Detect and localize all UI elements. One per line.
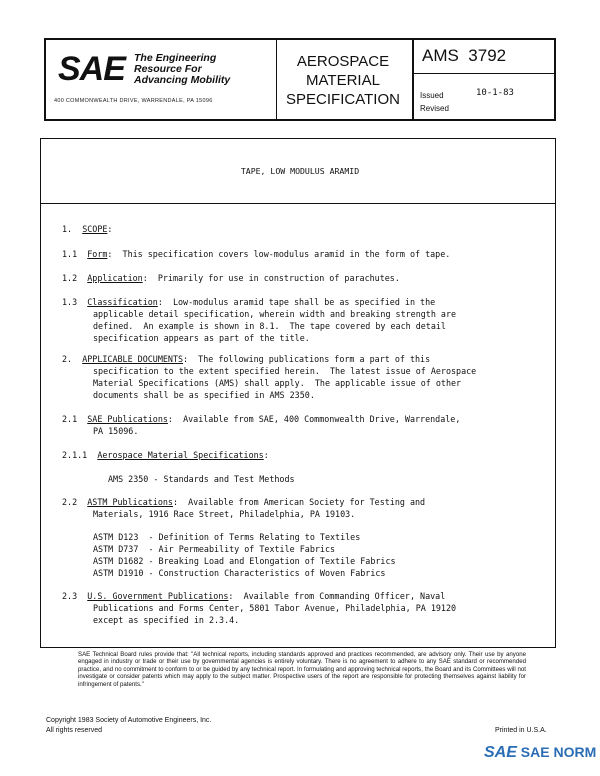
section-2-1: 2.1 SAE Publications: Available from SAE, 400 Commonwealth Drive, Warrendale, [62, 414, 461, 424]
issued-label: Issued [420, 91, 444, 100]
copyright-notice [46, 716, 211, 736]
section-number: 1.3 [62, 297, 78, 307]
section-number: 2.1 [62, 414, 78, 424]
section-1-2: 1.2 Application: Primarily for use in construction of parachutes. [62, 273, 400, 283]
section-number: 1.1 [62, 249, 78, 259]
section-2-1-1: 2.1.1 Aerospace Material Specifications: [62, 450, 269, 460]
spec-type-line-2: MATERIAL [306, 72, 380, 89]
section-title: ASTM Publications [87, 497, 173, 507]
section-text: Low-modulus aramid tape shall be as specified in the [172, 297, 436, 307]
reference-item: ASTM D1910 - Construction Characteristics of Woven Fabrics [93, 568, 386, 578]
section-text: defined. An example is shown in 8.1. The tape covered by each detail [93, 321, 446, 331]
section-title: Application [87, 273, 143, 283]
sae-tagline [134, 53, 230, 86]
reference-item: ASTM D1682 - Breaking Load and Elongation of Textile Fabrics [93, 556, 396, 566]
printed-in: Printed in U.S.A. [495, 727, 547, 734]
section-text: Publications and Forms Center, 5801 Tabor Avenue, Philadelphia, PA 19120 [93, 603, 457, 613]
section-text: Available from SAE, 400 Commonwealth Drive, Warrendale, [183, 414, 461, 424]
copyright-line: Copyright 1983 Society of Automotive Engineers, Inc. [46, 717, 212, 724]
section-number: 2.1.1 [62, 450, 88, 460]
section-text: documents shall be as specified in AMS 2350. [93, 390, 315, 400]
section-title: Aerospace Material Specifications [97, 450, 264, 460]
divider [414, 73, 556, 74]
divider [40, 203, 556, 204]
section-text: applicable detail specification, wherein width and breaking strength are [93, 309, 457, 319]
section-number: 2.3 [62, 591, 78, 601]
section-text: Available from American Society for Testing and [188, 497, 426, 507]
issued-date: 10-1-83 [476, 88, 514, 98]
section-text: The following publications form a part of this [198, 354, 431, 364]
spec-header [44, 38, 556, 121]
section-title: APPLICABLE DOCUMENTS [82, 354, 184, 364]
section-text: This specification covers low-modulus aramid in the form of tape. [122, 249, 451, 259]
watermark-logo: SAE [484, 744, 517, 761]
sae-logo: SAE [58, 50, 125, 88]
section-text: PA 15096. [93, 426, 139, 436]
section-2-2: 2.2 ASTM Publications: Available from American Society for Testing and [62, 497, 426, 507]
section-title: U.S. Government Publications [87, 591, 229, 601]
section-title: SAE Publications [87, 414, 168, 424]
section-text: except as specified in 2.3.4. [93, 615, 240, 625]
section-number: 2. [62, 354, 73, 364]
section-text: specification appears as part of the title. [93, 333, 310, 343]
section-title: SCOPE [82, 224, 108, 234]
reference-item: ASTM D123 - Definition of Terms Relating to Textiles [93, 532, 361, 542]
section-title: Classification [87, 297, 158, 307]
spec-type-line-3: SPECIFICATION [286, 91, 400, 108]
section-number: 1.2 [62, 273, 78, 283]
sae-address: 400 COMMONWEALTH DRIVE, WARRENDALE, PA 15096 [54, 98, 213, 104]
rights-line: All rights reserved [46, 727, 103, 734]
section-1-3: 1.3 Classification: Low-modulus aramid tape shall be as specified in the [62, 297, 436, 307]
tagline-line-2: Resource For [134, 63, 202, 75]
section-number: 2.2 [62, 497, 78, 507]
watermark-text: SAE NORM [516, 744, 597, 760]
sae-disclaimer: SAE Technical Board rules provide that: "All technical reports, including standards approved and practices recommended, are advisory only. Their use by anyone engaged in industry or trade or their use by governmental agencies is entirely voluntary. There is no agreement to adhere to any SAE standard or recommended practice, and no commitment to conform to or be guided by any technical report. In formulating and approving technical reports, the Board and its Committees will not investigate or consider patents which may apply to the subject matter. Prospective users of the report are responsible for protecting themselves against liability for infringement of patents." [78, 651, 526, 688]
ams-number: AMS 3792 [422, 46, 507, 65]
section-1-heading: 1. SCOPE: [62, 224, 113, 234]
ams-number-block [412, 40, 556, 119]
tagline-line-3: Advancing Mobility [134, 74, 231, 86]
section-2-3: 2.3 U.S. Government Publications: Available from Commanding Officer, Naval [62, 591, 446, 601]
section-1-1: 1.1 Form: This specification covers low-modulus aramid in the form of tape. [62, 249, 451, 259]
section-text: Materials, 1916 Race Street, Philadelphia, PA 19103. [93, 509, 356, 519]
section-text: Primarily for use in construction of parachutes. [157, 273, 400, 283]
section-text: Available from Commanding Officer, Naval [243, 591, 446, 601]
section-text: Material Specifications (AMS) shall apply. The applicable issue of other [93, 378, 462, 388]
reference-item: AMS 2350 - Standards and Test Methods [108, 474, 295, 484]
spec-type-line-1: AEROSPACE [296, 53, 390, 70]
sae-logo-block [46, 40, 277, 119]
tagline-line-1: The Engineering [134, 52, 217, 64]
section-text: specification to the extent specified herein. The latest issue of Aerospace [93, 366, 477, 376]
section-title: Form [87, 249, 108, 259]
section-number: 1. [62, 224, 73, 234]
section-2: 2. APPLICABLE DOCUMENTS: The following publications form a part of this [62, 354, 431, 364]
document-title: TAPE, LOW MODULUS ARAMID [240, 166, 360, 176]
reference-item: ASTM D737 - Air Permeability of Textile Fabrics [93, 544, 336, 554]
sae-norm-watermark [484, 744, 596, 762]
revised-label: Revised [420, 104, 449, 113]
spec-type-title [278, 52, 408, 109]
